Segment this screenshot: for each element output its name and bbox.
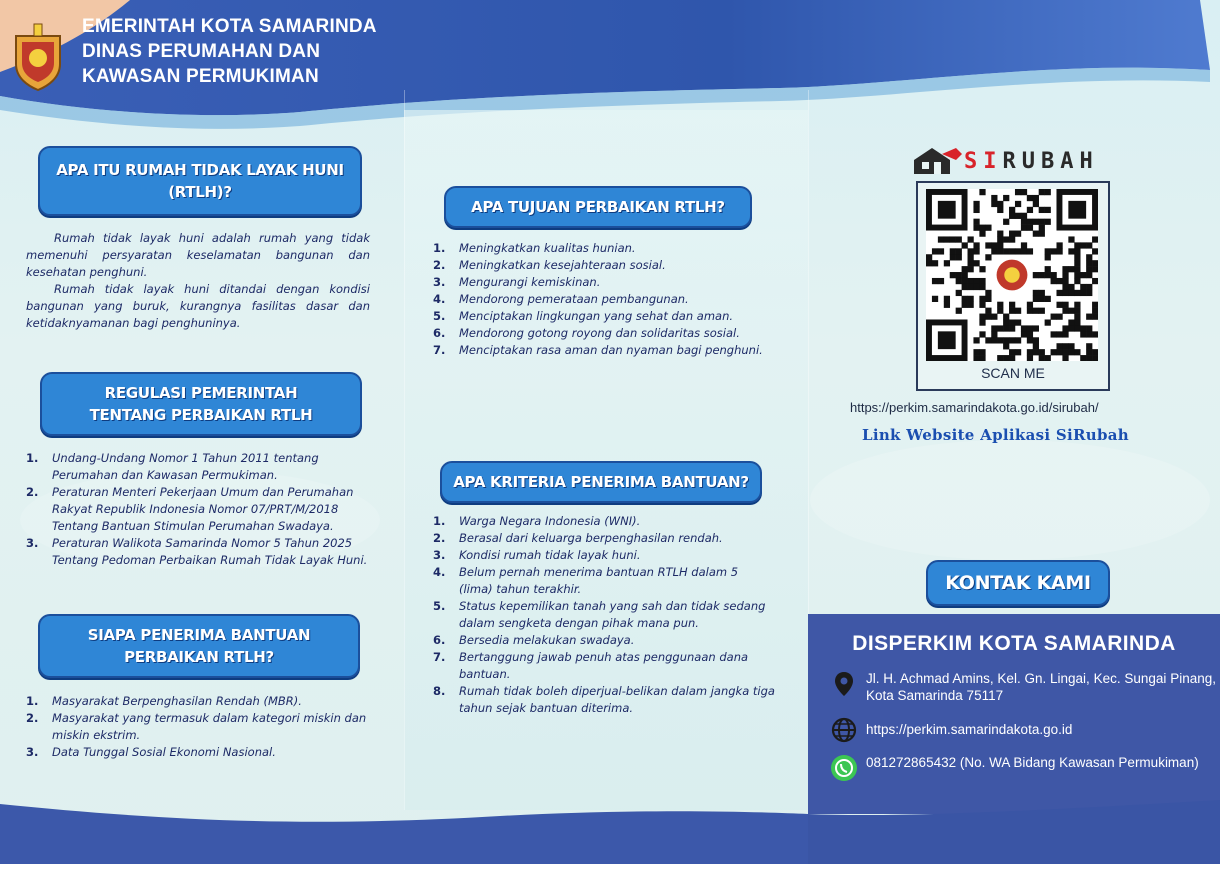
list-item: 3. Kondisi rumah tidak layak huni. <box>433 548 641 562</box>
qr-code[interactable] <box>926 189 1098 361</box>
url-caption: Link Website Aplikasi SiRubah <box>862 426 1129 444</box>
criteria-heading <box>440 461 762 503</box>
list-item: 4. Mendorong pemerataan pembangunan. <box>433 292 689 306</box>
phone-text[interactable]: 081272865432 (No. WA Bidang Kawasan Permukiman) <box>866 755 1199 770</box>
what-title-line-2: (RTLH)? <box>168 183 232 201</box>
brand-accent: SI <box>964 148 1003 174</box>
header-line-3: KAWASAN PERMUKIMAN <box>82 66 319 87</box>
website-row <box>830 716 1216 744</box>
who-receives-heading <box>38 614 360 678</box>
contact-us-heading <box>926 560 1110 606</box>
list-item: 7. Menciptakan rasa aman dan nyaman bagi penghuni. <box>433 343 763 357</box>
address-text: Jl. H. Achmad Amins, Kel. Gn. Lingai, Kec. Sungai Pinang, Kota Samarinda 75117 <box>866 671 1216 703</box>
brand-rest: RUBAH <box>1002 148 1099 174</box>
panel-divider <box>404 90 405 810</box>
list-item: 3. Data Tunggal Sosial Ekonomi Nasional. <box>26 745 276 759</box>
address-row <box>830 670 1216 704</box>
what-is-rtlh-heading <box>38 146 362 216</box>
who-title-line-2: PERBAIKAN RTLH? <box>124 648 274 666</box>
whatsapp-icon <box>830 754 858 782</box>
what-paragraph-1: Rumah tidak layak huni adalah rumah yang tidak memenuhi persyaratan keselamatan bangunan dan kesehatan penghuni. <box>26 231 370 279</box>
list-item: 2. Masyarakat yang termasuk dalam kategori miskin dan miskin ekstrim. <box>26 711 367 742</box>
goal-title: APA TUJUAN PERBAIKAN RTLH? <box>471 198 725 216</box>
bottom-wave <box>0 790 1220 871</box>
who-title-line-1: SIAPA PENERIMA BANTUAN <box>87 626 311 644</box>
goal-heading <box>444 186 752 228</box>
list-item: 2. Meningkatkan kesejahteraan sosial. <box>433 258 666 272</box>
regulation-heading <box>40 372 362 436</box>
list-item: 3. Peraturan Walikota Samarinda Nomor 5 Tahun 2025 Tentang Pedoman Perbaikan Rumah Tidak Layak Huni. <box>26 536 368 567</box>
regulation-title-line-1: REGULASI PEMERINTAH <box>104 384 298 402</box>
list-item: 1. Undang-Undang Nomor 1 Tahun 2011 tentang Perumahan dan Kawasan Permukiman. <box>26 451 319 482</box>
list-item: 5. Status kepemilikan tanah yang sah dan tidak sedang dalam sengketa dengan pihak mana pun. <box>433 599 766 630</box>
criteria-title: APA KRITERIA PENERIMA BANTUAN? <box>453 473 749 491</box>
house-logo-icon <box>912 146 964 176</box>
what-is-rtlh-text <box>26 230 370 332</box>
globe-icon <box>830 716 858 744</box>
sirubah-url[interactable]: https://perkim.samarindakota.go.id/sirubah/ <box>850 400 1099 415</box>
list-item: 6. Bersedia melakukan swadaya. <box>433 633 635 647</box>
header-title <box>82 14 377 89</box>
list-item: 1. Warga Negara Indonesia (WNI). <box>433 514 641 528</box>
contact-title: DISPERKIM KOTA SAMARINDA <box>852 632 1176 655</box>
goal-list <box>433 240 773 359</box>
list-item: 2. Peraturan Menteri Pekerjaan Umum dan Perumahan Rakyat Republik Indonesia Nomor 07/PRT/M/2018 Tentang Bantuan Stimulan Perumahan Swadaya. <box>26 485 354 533</box>
what-paragraph-2: Rumah tidak layak huni ditandai dengan kondisi bangunan yang buruk, kurangnya fasilitas dasar dan ketidaknyamanan bagi penghuninya. <box>26 282 370 330</box>
recipient-list <box>26 693 368 761</box>
list-item: 6. Mendorong gotong royong dan solidaritas sosial. <box>433 326 740 340</box>
list-item: 4. Belum pernah menerima bantuan RTLH dalam 5 (lima) tahun terakhir. <box>433 565 739 596</box>
scan-me-label: SCAN ME <box>981 365 1045 381</box>
phone-row <box>830 754 1216 782</box>
list-item: 1. Meningkatkan kualitas hunian. <box>433 241 636 255</box>
contact-button-label: KONTAK KAMI <box>945 572 1091 594</box>
website-link[interactable]: https://perkim.samarindakota.go.id <box>866 722 1073 737</box>
location-pin-icon <box>830 670 858 698</box>
brand-name <box>964 149 1099 174</box>
qr-box[interactable] <box>916 181 1110 391</box>
list-item: 5. Menciptakan lingkungan yang sehat dan aman. <box>433 309 734 323</box>
regulation-list <box>26 450 368 569</box>
contact-panel <box>808 614 1220 814</box>
header-line-2: DINAS PERUMAHAN DAN <box>82 41 321 62</box>
header-line-1: EMERINTAH KOTA SAMARINDA <box>82 16 377 37</box>
list-item: 1. Masyarakat Berpenghasilan Rendah (MBR). <box>26 694 302 708</box>
criteria-list <box>433 513 775 717</box>
regulation-title-line-2: TENTANG PERBAIKAN RTLH <box>89 406 313 424</box>
list-item: 2. Berasal dari keluarga berpenghasilan rendah. <box>433 531 723 545</box>
list-item: 8. Rumah tidak boleh diperjual-belikan dalam jangka tiga tahun sejak bantuan diterima. <box>433 684 775 715</box>
what-title-line-1: APA ITU RUMAH TIDAK LAYAK HUNI <box>56 161 344 179</box>
sirubah-brand <box>912 146 1099 176</box>
city-emblem-icon <box>8 16 68 92</box>
list-item: 7. Bertanggung jawab penuh atas penggunaan dana bantuan. <box>433 650 749 681</box>
list-item: 3. Mengurangi kemiskinan. <box>433 275 601 289</box>
